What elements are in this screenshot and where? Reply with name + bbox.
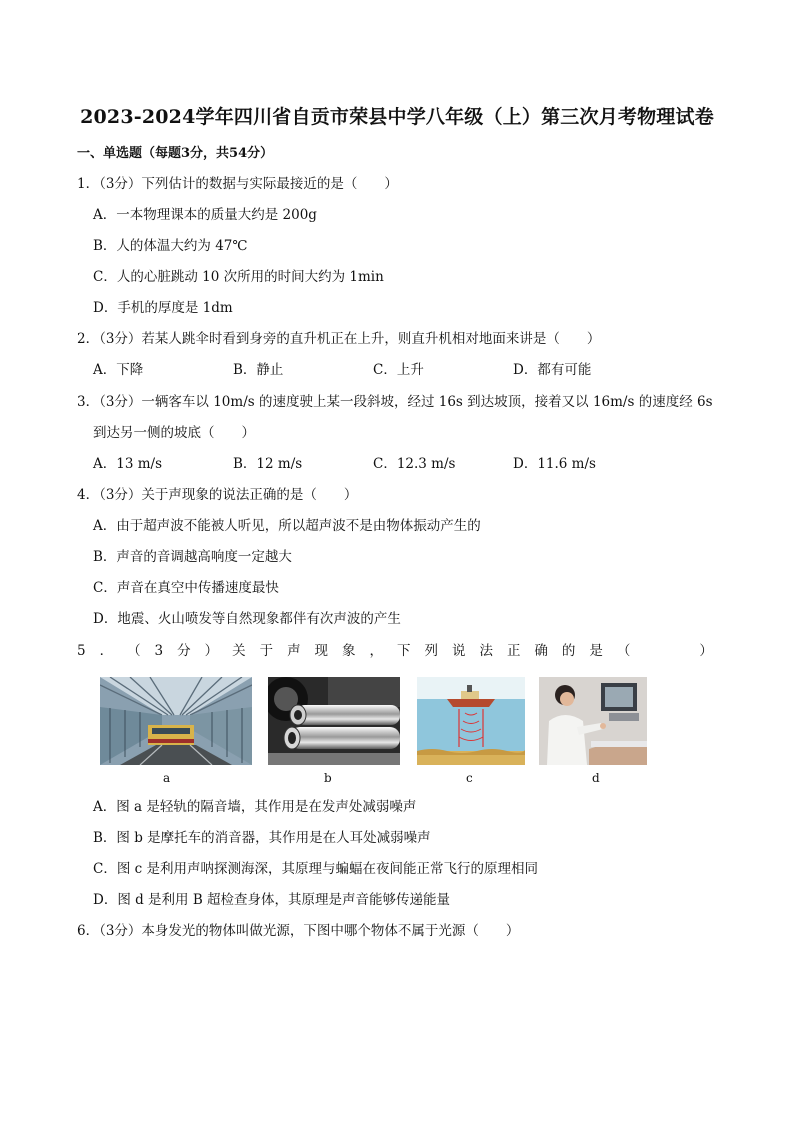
- section-heading: 一、单选题（每题3分，共54分）: [77, 146, 274, 161]
- figure-d-caption: d: [592, 771, 600, 785]
- figure-c-caption: c: [466, 771, 473, 785]
- question-1-option-d: D．手机的厚度是 1dm: [93, 300, 233, 316]
- question-2-option-b: B．静止: [233, 362, 284, 378]
- question-3-option-a: A．13 m/s: [93, 456, 162, 472]
- question-4-option-c: C．声音在真空中传播速度最快: [93, 580, 279, 596]
- question-2-option-d: D．都有可能: [513, 362, 592, 378]
- figure-b-caption: b: [324, 771, 332, 785]
- question-2-options: [93, 361, 653, 379]
- question-5-option-a: A．图 a 是轻轨的隔音墙，其作用是在发声处减弱噪声: [93, 799, 417, 815]
- question-5-stem: 5 ． （ 3 分 ） 关 于 声 现 象 ， 下 列 说 法 正 确 的 是 （ ）: [77, 643, 713, 659]
- question-2-option-c: C．上升: [373, 362, 424, 378]
- figure-a-caption: a: [163, 771, 171, 785]
- page-title: 2023-2024学年四川省自贡市荣县中学八年级（上）第三次月考物理试卷: [80, 106, 714, 128]
- question-3-option-b: B．12 m/s: [233, 456, 303, 472]
- question-3-options: [93, 455, 653, 473]
- figure-d-ultrasound-image: [539, 677, 647, 765]
- question-3-stem-cont: 到达另一侧的坡底（ ）: [93, 425, 255, 441]
- question-3-option-c: C．12.3 m/s: [373, 456, 456, 472]
- question-5-option-d: D．图 d 是利用 B 超检查身体，其原理是声音能够传递能量: [93, 892, 451, 908]
- question-4-option-b: B．声音的音调越高响度一定越大: [93, 549, 292, 565]
- question-4-option-d: D．地震、火山喷发等自然现象都伴有次声波的产生: [93, 611, 401, 627]
- question-1-option-a: A．一本物理课本的质量大约是 200g: [93, 207, 317, 223]
- question-6-stem: 6．（3分）本身发光的物体叫做光源，下图中哪个物体不属于光源（ ）: [77, 923, 520, 939]
- question-2-stem: 2．（3分）若某人跳伞时看到身旁的直升机正在上升，则直升机相对地面来讲是（ ）: [77, 331, 601, 347]
- figure-c-sonar-image: [417, 677, 525, 765]
- question-1-option-c: C．人的心脏跳动 10 次所用的时间大约为 1min: [93, 269, 384, 285]
- question-1-option-b: B．人的体温大约为 47℃: [93, 238, 248, 254]
- figure-b-muffler-image: [268, 677, 400, 765]
- question-5-option-b: B．图 b 是摩托车的消音器，其作用是在人耳处减弱噪声: [93, 830, 431, 846]
- question-5-option-c: C．图 c 是利用声呐探测海深，其原理与蝙蝠在夜间能正常飞行的原理相同: [93, 861, 538, 877]
- question-4-option-a: A．由于超声波不能被人听见，所以超声波不是由物体振动产生的: [93, 518, 481, 534]
- question-1-stem: 1．（3分）下列估计的数据与实际最接近的是（ ）: [77, 176, 398, 192]
- figure-a-light-rail-image: [100, 677, 252, 765]
- question-4-stem: 4．（3分）关于声现象的说法正确的是（ ）: [77, 487, 358, 503]
- question-2-option-a: A．下降: [93, 362, 144, 378]
- question-3-option-d: D．11.6 m/s: [513, 456, 596, 472]
- question-3-stem: 3．（3分）一辆客车以 10m/s 的速度驶上某一段斜坡，经过 16s 到达坡顶，接着又以 16m/s 的速度经 6s: [77, 394, 713, 410]
